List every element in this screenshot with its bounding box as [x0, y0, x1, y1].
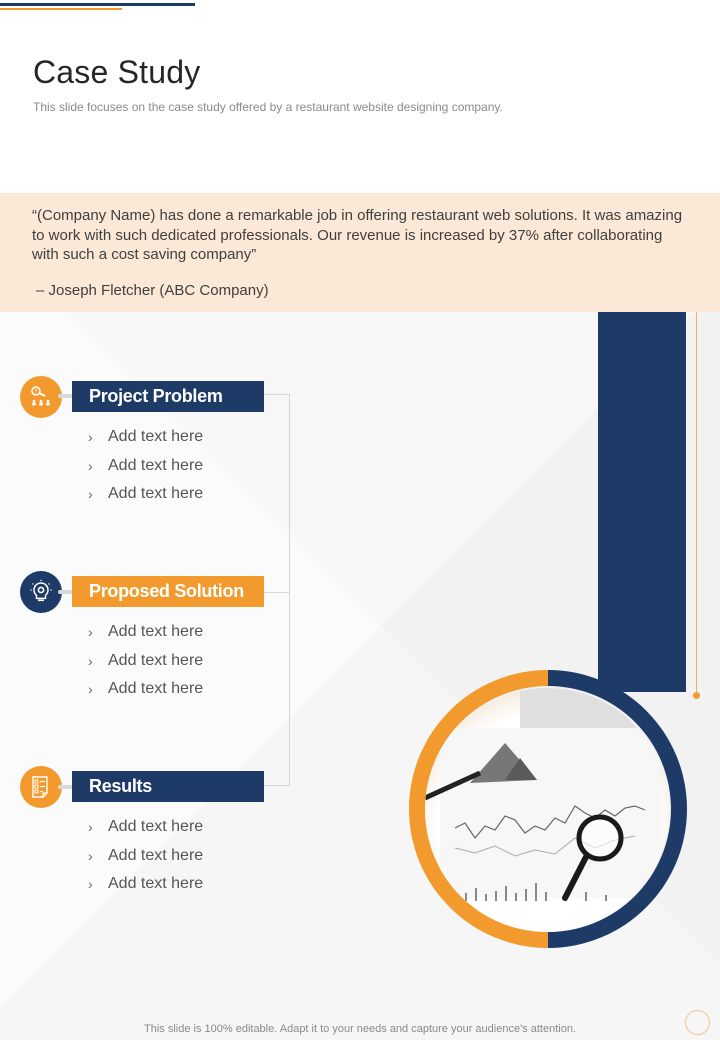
side-accent-dot — [693, 692, 700, 699]
section-connector-1 — [264, 394, 290, 395]
chevron-right-icon: › — [88, 457, 93, 474]
chevron-right-icon: › — [88, 819, 93, 835]
list-item: › Add text here — [88, 423, 203, 452]
list-item: › Add text here — [88, 618, 203, 647]
section-header-project-problem: Project Problem — [72, 381, 264, 412]
side-accent-line — [696, 312, 697, 695]
svg-text:?: ? — [34, 389, 38, 396]
chevron-right-icon: › — [88, 847, 93, 864]
section-connector-vertical — [289, 394, 290, 786]
section-header-proposed-solution: Proposed Solution — [72, 576, 264, 607]
list-item: › Add text here — [88, 675, 203, 704]
list-item: › Add text here — [88, 870, 203, 899]
testimonial-quote: “(Company Name) has done a remarkable job in offering restaurant web solutions. It was amazing to work with such dedicated professionals. Our revenue is increased by 37% after collaborating with such a cost saving company” — [32, 207, 683, 263]
list-item: › Add text here — [88, 647, 203, 676]
clipboard-checklist-icon — [20, 766, 62, 808]
footer-circle-decoration — [685, 1010, 710, 1035]
problem-analysis-icon — [20, 376, 62, 418]
page-subtitle: This slide focuses on the case study offered by a restaurant website designing company. — [33, 100, 503, 114]
list-item: › Add text here — [88, 480, 203, 509]
chevron-right-icon: › — [88, 486, 93, 503]
footer-note: This slide is 100% editable. Adapt it to your needs and capture your audience's attention. — [144, 1023, 576, 1035]
testimonial-author: – Joseph Fletcher (ABC Company) — [36, 282, 269, 299]
list-item: › Add text here — [88, 813, 203, 842]
chevron-right-icon: › — [88, 876, 93, 893]
testimonial-box — [0, 193, 720, 312]
section-connector-2 — [264, 592, 290, 593]
section-header-results: Results — [72, 771, 264, 802]
lightbulb-gear-icon — [20, 571, 62, 613]
list-item: › Add text here — [88, 452, 203, 481]
top-accent-bar-orange — [0, 8, 122, 10]
bullet-list-project-problem — [88, 423, 203, 509]
list-item: › Add text here — [88, 842, 203, 871]
chevron-right-icon: › — [88, 681, 93, 698]
page-title: Case Study — [33, 54, 201, 90]
bullet-list-results — [88, 813, 203, 899]
bullet-list-proposed-solution — [88, 618, 203, 704]
navy-decorative-column — [598, 312, 686, 692]
chevron-right-icon: › — [88, 624, 93, 640]
chart-photo — [425, 688, 669, 932]
case-study-image — [408, 670, 688, 948]
section-connector-3 — [264, 785, 290, 786]
chevron-right-icon: › — [88, 429, 93, 445]
chevron-right-icon: › — [88, 652, 93, 669]
top-accent-bar-navy — [0, 3, 195, 6]
